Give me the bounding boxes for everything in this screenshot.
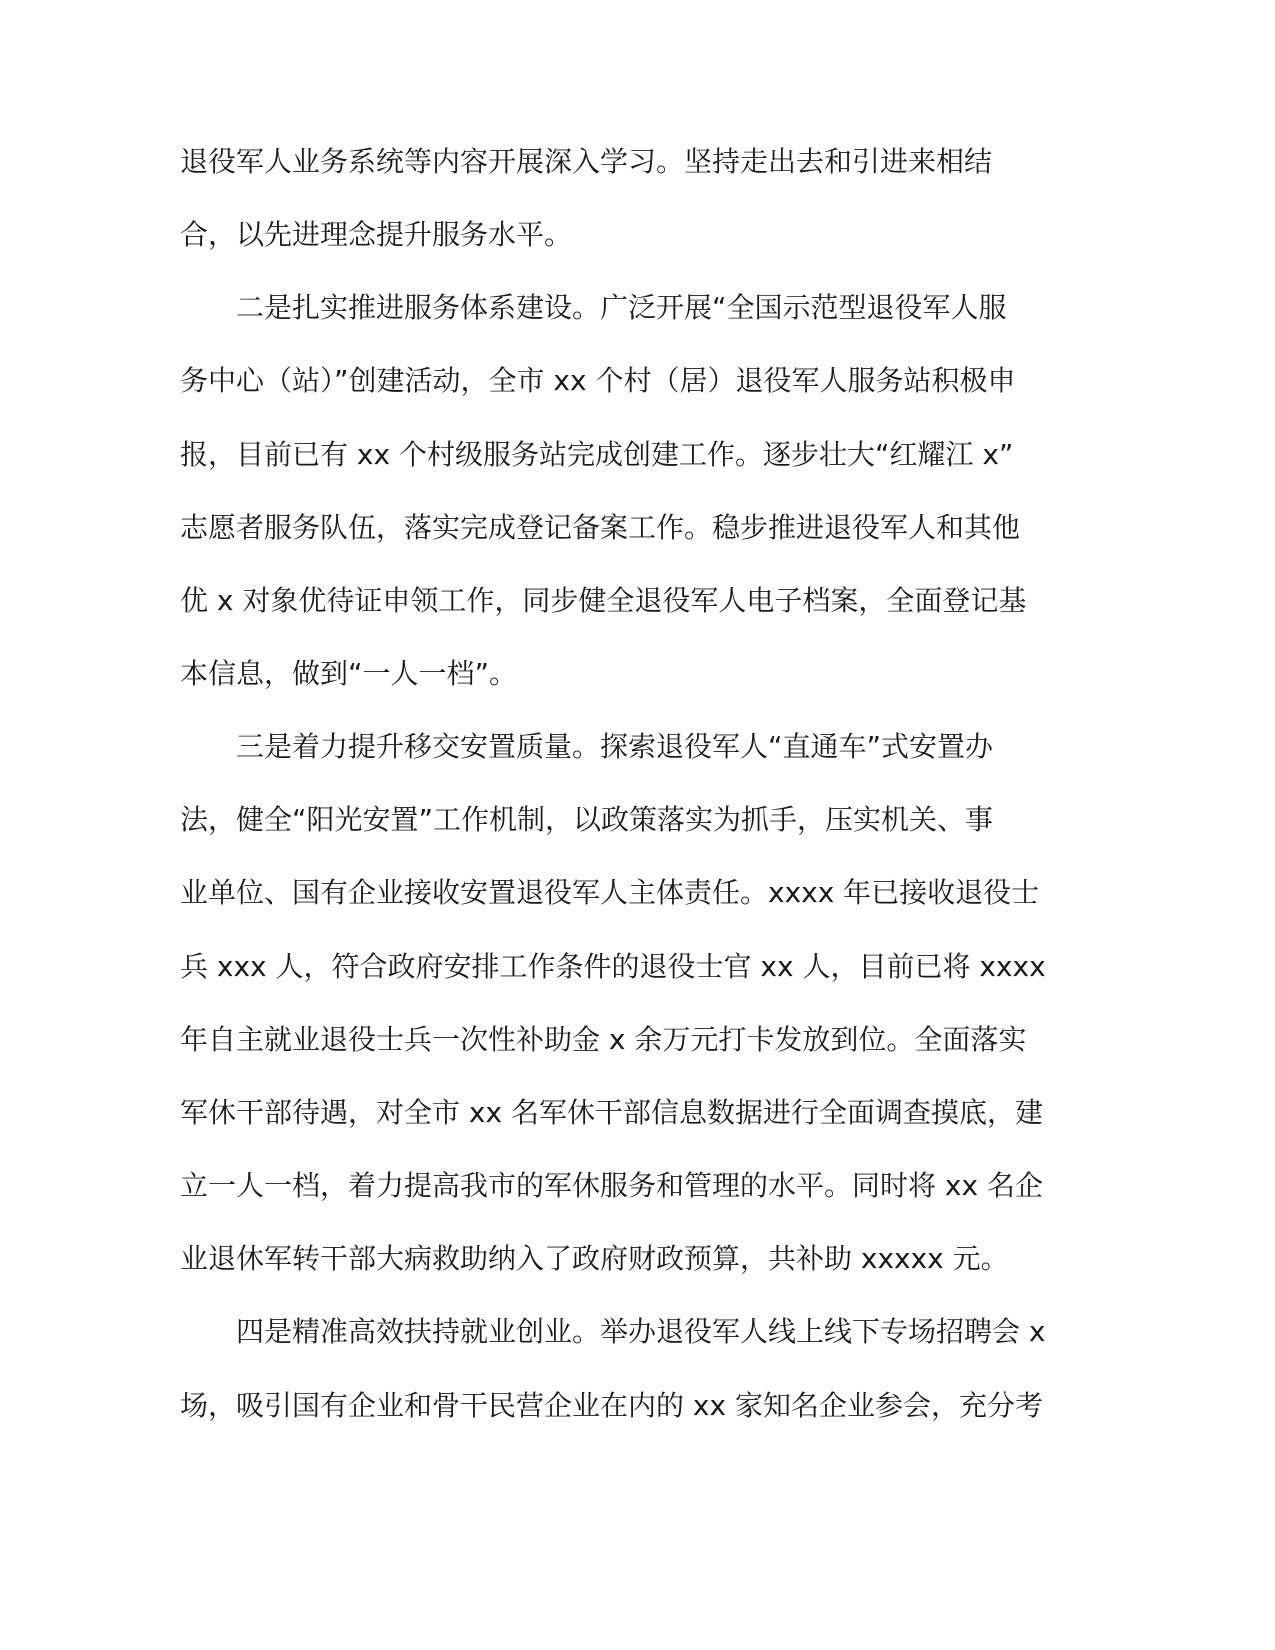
text-line: 场，吸引国有企业和骨干民营企业在内的 xx 家知名企业参会，充分考 xyxy=(180,1389,1043,1422)
text-line: 报，目前已有 xx 个村级服务站完成创建工作。逐步壮大“红耀江 x” xyxy=(180,438,1014,471)
text-line: 合，以先进理念提升服务水平。 xyxy=(180,218,573,251)
text-line: 兵 xxx 人，符合政府安排工作条件的退役士官 xx 人，目前已将 xxxx xyxy=(180,950,1046,983)
text-line: 业退休军转干部大病救助纳入了政府财政预算，共补助 xxxxx 元。 xyxy=(180,1242,1009,1275)
paragraph-start-line: 二是扎实推进服务体系建设。广泛开展“全国示范型退役军人服 xyxy=(236,291,1007,324)
text-line: 立一人一档，着力提高我市的军休服务和管理的水平。同时将 xx 名企 xyxy=(180,1169,1043,1202)
paragraph-start-line: 四是精准高效扶持就业创业。举办退役军人线上线下专场招聘会 x xyxy=(236,1315,1046,1348)
paragraph-start-line: 三是着力提升移交安置质量。探索退役军人“直通车”式安置办 xyxy=(236,730,994,763)
text-line: 志愿者服务队伍，落实完成登记备案工作。稳步推进退役军人和其他 xyxy=(180,511,1021,544)
text-line: 年自主就业退役士兵一次性补助金 x 余万元打卡发放到位。全面落实 xyxy=(180,1023,1027,1056)
text-line: 军休干部待遇，对全市 xx 名军休干部信息数据进行全面调查摸底，建 xyxy=(180,1096,1043,1129)
text-line: 本信息，做到“一人一档”。 xyxy=(180,657,518,690)
text-line: 业单位、国有企业接收安置退役军人主体责任。xxxx 年已接收退役士 xyxy=(180,876,1040,909)
text-line: 优 x 对象优待证申领工作，同步健全退役军人电子档案，全面登记基 xyxy=(180,584,1027,617)
text-line: 务中心（站）”创建活动，全市 xx 个村（居）退役军人服务站积极申 xyxy=(180,364,1016,397)
text-line: 法，健全“阳光安置”工作机制，以政策落实为抓手，压实机关、事 xyxy=(180,803,994,836)
text-line: 退役军人业务系统等内容开展深入学习。坚持走出去和引进来相结 xyxy=(180,145,993,178)
